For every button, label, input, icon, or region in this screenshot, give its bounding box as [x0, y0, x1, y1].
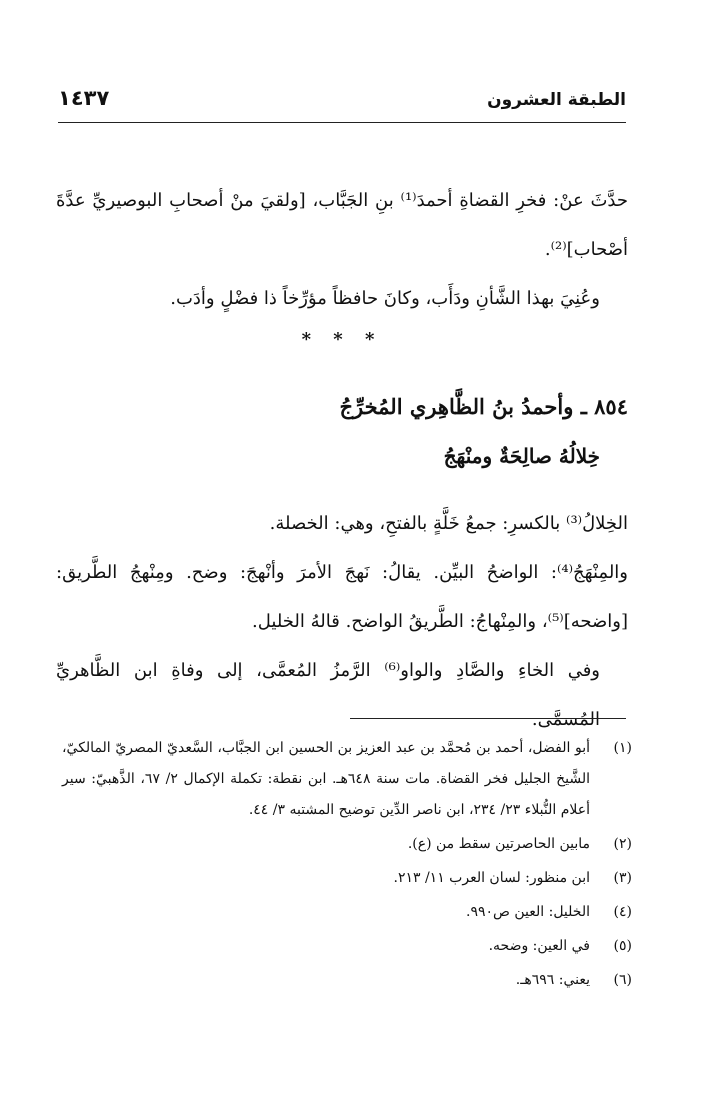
footnote-text: مابين الحاصرتين سقط من (ع). [407, 836, 590, 852]
footnote-number: (٦) [613, 972, 632, 988]
running-header [58, 86, 626, 123]
footnote-number: (٥) [613, 938, 632, 954]
page-number: ١٤٣٧ [58, 86, 110, 110]
footnote-text: أبو الفضل، أحمد بن مُحمَّد بن عبد العزيز بن الحسين ابن الجبَّاب، السَّعديّ المصريّ المالكيّ، الشَّيخ الجليل فخر القضاة. مات سنة ٦٤٨هـ. ابن نقطة: تكملة الإكمال ٢/ ٦٧، الذَّهبيّ: سير أعلام النُّبلاء ٢٣/ ٢٣٤، ابن ناصر الدِّين توضيح المشتبه ٣/ ٤٤. [62, 740, 590, 818]
section-separator: * * * [301, 329, 383, 350]
paragraph-5: وفي الخاءِ والصَّادِ والواو⁽⁶⁾ الرَّمزُ المُعمَّى، إلى وفاةِ ابن الظَّاهريِّ المُسمَّى. [56, 660, 600, 730]
paragraph-4: والمِنْهَجُ⁽⁴⁾: الواضحُ البيِّن. يقالُ: نَهجَ الأمرَ وأنْهجَ: وضح. ومِنْهجُ الطَّريق: [واضحه]⁽⁵⁾، والمِنْهاجُ: الطَّريقُ الواضح. قالهُ الخليل. [56, 562, 628, 632]
footnote-number: (١) [613, 740, 632, 756]
footnote-item [62, 829, 632, 860]
footnotes [62, 733, 632, 999]
footnote-number: (٤) [613, 904, 632, 920]
entry-subheading: خِلالُهُ صالِحَةٌ ومنْهَجُ [443, 444, 600, 468]
footnote-item [62, 863, 632, 894]
paragraph-2: وعُنِيَ بهذا الشَّأنِ ودَأَب، وكانَ حافظاً مؤرِّخاً ذا فضْلٍ وأدَب. [170, 288, 600, 309]
footnote-divider [350, 718, 626, 719]
paragraph-3: الخِلالُ⁽³⁾ بالكسرِ: جمعُ خَلَّةٍ بالفتحِ، وهي: الخصلة. [269, 513, 628, 534]
footnote-item [62, 897, 632, 928]
main-text [56, 176, 628, 744]
footnote-number: (٢) [613, 836, 632, 852]
chapter-title: الطبقة العشرون [487, 90, 626, 110]
footnote-text: الخليل: العين ص٩٩٠. [465, 904, 590, 920]
footnote-number: (٣) [613, 870, 632, 886]
footnote-text: في العين: وضحه. [488, 938, 590, 954]
footnote-text: يعني: ٦٩٦هـ. [515, 972, 590, 988]
paragraph-1: حدَّثَ عنْ: فخرِ القضاةِ أحمدَ⁽¹⁾ بنِ الجَبَّاب، [ولقيَ منْ أصحابِ البوصيريِّ عدَّةَ أصْحاب]⁽²⁾. [56, 190, 628, 260]
entry-heading: ٨٥٤ ـ وأحمدُ بنُ الظَّاهِري المُخرِّجُ [339, 394, 628, 419]
footnote-item [62, 931, 632, 962]
footnote-text: ابن منظور: لسان العرب ١١/ ٢١٣. [393, 870, 590, 886]
footnote-item [62, 965, 632, 996]
footnote-item [62, 733, 632, 826]
